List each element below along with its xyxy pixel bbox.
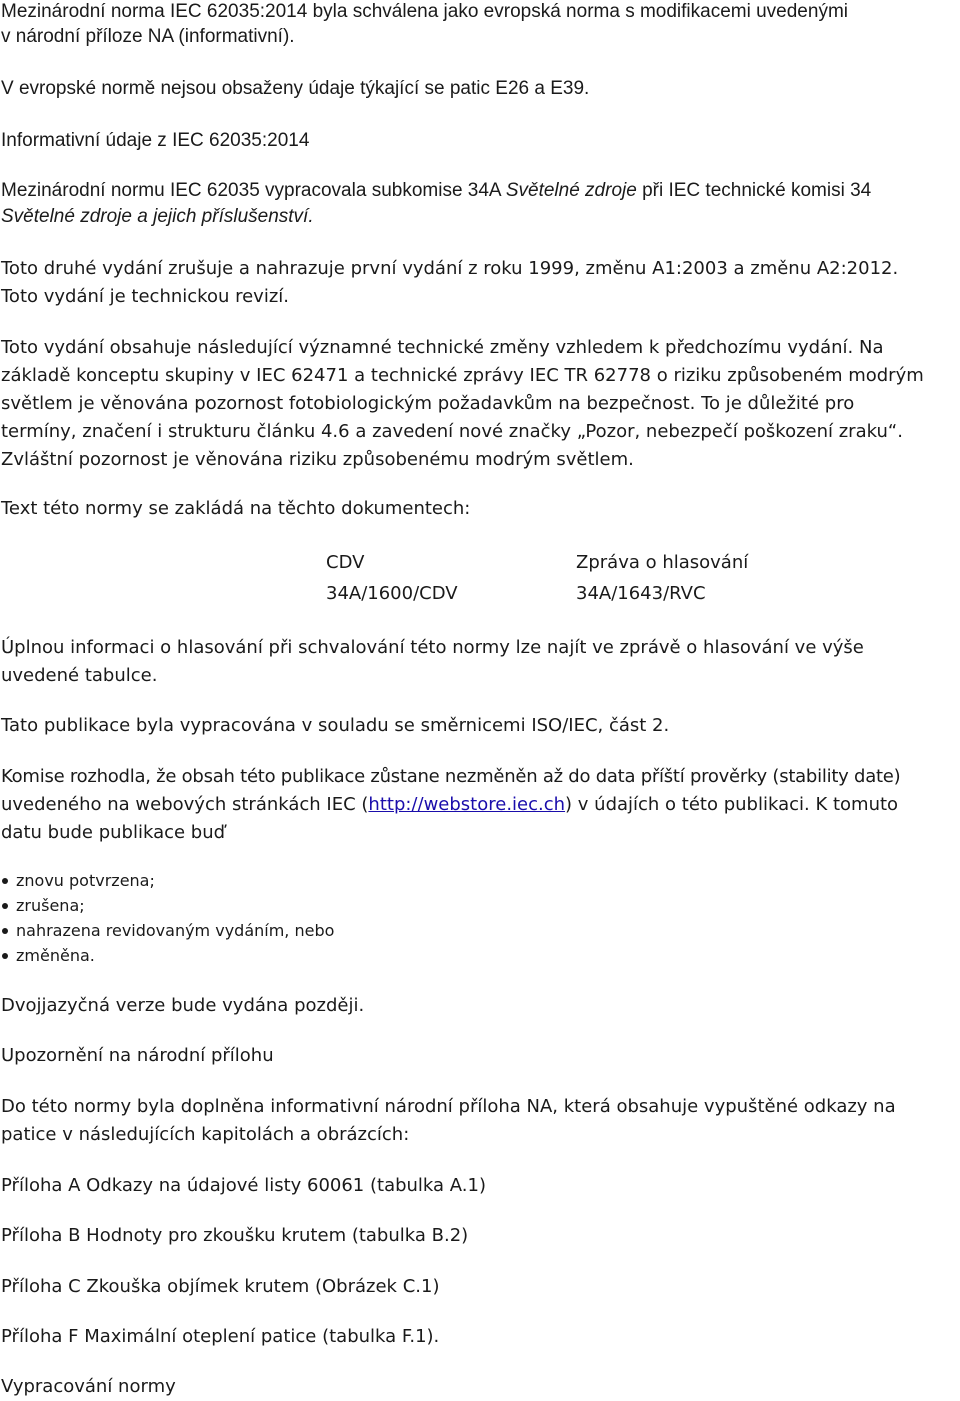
table-header-voting-report: Zpráva o hlasování bbox=[576, 552, 749, 573]
changes-line-5: Zvláštní pozornost je věnována riziku způsobenému modrým světlem. bbox=[1, 449, 634, 470]
patice-note: V evropské normě nejsou obsaženy údaje týkající se patic E26 a E39. bbox=[1, 78, 590, 99]
list-item: znovu potvrzena; bbox=[1, 868, 334, 893]
voting-info-line-2: uvedené tabulce. bbox=[1, 665, 158, 686]
subcommittee-line-1: Mezinárodní normu IEC 62035 vypracovala subkomise 34A Světelné zdroje při IEC technické komisi 34 bbox=[1, 180, 872, 201]
intro-line-1: Mezinárodní norma IEC 62035:2014 byla schválena jako evropská norma s modifikacemi uvedenými bbox=[1, 1, 848, 22]
bullet-icon bbox=[2, 878, 8, 884]
stability-line-2: uvedeného na webových stránkách IEC (http://webstore.iec.ch) v údajích o této publikaci. K tomuto bbox=[1, 794, 899, 815]
subcommittee-line-2: Světelné zdroje a jejich příslušenství. bbox=[1, 206, 314, 227]
voting-info-line-1: Úplnou informaci o hlasování při schvalování této normy lze najít ve zprávě o hlasování ve výše bbox=[1, 637, 864, 658]
annex-f: Příloha F Maximální oteplení patice (tabulka F.1). bbox=[1, 1326, 440, 1347]
intro-line-2: v národní příloze NA (informativní). bbox=[1, 26, 295, 47]
publication-outcomes-list bbox=[1, 868, 334, 968]
table-cell-cdv: 34A/1600/CDV bbox=[326, 583, 458, 604]
national-annex-heading: Upozornění na národní přílohu bbox=[1, 1045, 274, 1066]
annex-b: Příloha B Hodnoty pro zkoušku krutem (tabulka B.2) bbox=[1, 1225, 469, 1246]
annex-na-line-1: Do této normy byla doplněna informativní národní příloha NA, která obsahuje vypuštěné odkazy na bbox=[1, 1096, 896, 1117]
bullet-icon bbox=[2, 953, 8, 959]
bullet-icon bbox=[2, 903, 8, 909]
annex-na-line-2: patice v následujících kapitolách a obrázcích: bbox=[1, 1124, 410, 1145]
list-item: nahrazena revidovaným vydáním, nebo bbox=[1, 918, 334, 943]
bullet-icon bbox=[2, 928, 8, 934]
stability-line-1: Komise rozhodla, že obsah této publikace zůstane nezměněn až do data příští prověrky (stability date) bbox=[1, 766, 901, 787]
changes-line-4: termíny, značení i strukturu článku 4.6 a zavedení nové značky „Pozor, nebezpečí poškození zraku“. bbox=[1, 421, 903, 442]
annex-a: Příloha A Odkazy na údajové listy 60061 (tabulka A.1) bbox=[1, 1175, 486, 1196]
directives-note: Tato publikace byla vypracována v souladu se směrnicemi ISO/IEC, část 2. bbox=[1, 715, 670, 736]
annex-c: Příloha C Zkouška objímek krutem (Obrázek C.1) bbox=[1, 1276, 440, 1297]
list-item: zrušena; bbox=[1, 893, 334, 918]
changes-line-3: světlem je věnována pozornost fotobiologickým požadavkům na bezpečnost. To je důležité pro bbox=[1, 393, 855, 414]
table-cell-rvc: 34A/1643/RVC bbox=[576, 583, 706, 604]
standard-preparation-heading: Vypracování normy bbox=[1, 1376, 176, 1397]
stability-line-3: datu bude publikace buď bbox=[1, 822, 226, 843]
edition-line-2: Toto vydání je technickou revizí. bbox=[1, 286, 289, 307]
changes-line-2: základě konceptu skupiny v IEC 62471 a technické zprávy IEC TR 62778 o riziku způsobeném modrým bbox=[1, 365, 924, 386]
italic-light-sources: Světelné zdroje bbox=[505, 180, 637, 201]
table-header-cdv: CDV bbox=[326, 552, 365, 573]
changes-line-1: Toto vydání obsahuje následující významné technické změny vzhledem k předchozímu vydání. Na bbox=[1, 337, 884, 358]
informative-heading: Informativní údaje z IEC 62035:2014 bbox=[1, 130, 310, 151]
edition-line-1: Toto druhé vydání zrušuje a nahrazuje první vydání z roku 1999, změnu A1:2003 a změnu A2:2012. bbox=[1, 258, 899, 279]
documents-intro: Text této normy se zakládá na těchto dokumentech: bbox=[1, 498, 471, 519]
list-item: změněna. bbox=[1, 943, 334, 968]
webstore-link[interactable]: http://webstore.iec.ch bbox=[368, 794, 566, 815]
bilingual-note: Dvojjazyčná verze bude vydána později. bbox=[1, 995, 365, 1016]
